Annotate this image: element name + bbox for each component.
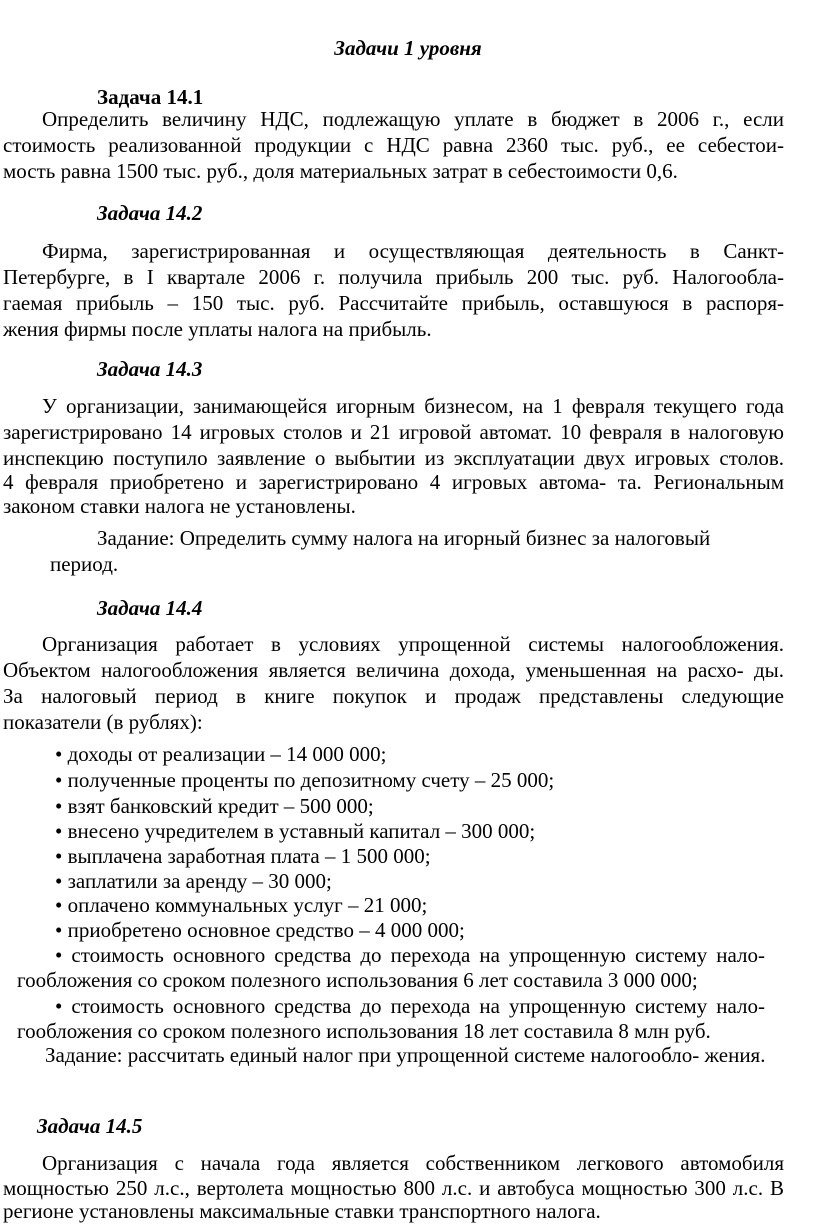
paragraph-line: жения фирмы после уплаты налога на прибыль. (3, 317, 432, 341)
paragraph-line: 4 февраля приобретено и зарегистрировано 4 игровых автома- та. Региональным (3, 470, 784, 494)
paragraph-line: Определить величину НДС, подлежащую уплате в бюджет в 2006 г., если (42, 107, 784, 131)
task-title: Задача 14.5 (37, 1114, 143, 1138)
task-title: Задача 14.2 (97, 201, 203, 225)
paragraph-line: законом ставки налога не установлены. (3, 494, 356, 518)
list-item: • взят банковский кредит – 500 000; (55, 794, 374, 818)
list-item: • выплачена заработная плата – 1 500 000; (55, 844, 431, 868)
list-item: • заплатили за аренду – 30 000; (55, 869, 332, 893)
list-item: • оплачено коммунальных услуг – 21 000; (55, 893, 428, 917)
list-item: • стоимость основного средства до перехода на упрощенную систему нало- (55, 943, 765, 967)
paragraph-line: За налоговый период в книге покупок и продаж представлены следующие (3, 684, 784, 708)
paragraph-line: инспекцию поступило заявление о выбытии из эксплуатации двух игровых столов. (3, 446, 784, 470)
paragraph-line: Организация с начала года является собственником легкового автомобиля (42, 1151, 784, 1175)
paragraph-line: регионе установлены максимальные ставки транспортного налога. (3, 1199, 601, 1223)
paragraph-line: У организации, занимающейся игорным бизнесом, на 1 февраля текущего года (42, 394, 784, 418)
list-item: • доходы от реализации – 14 000 000; (55, 742, 387, 766)
paragraph-line: зарегистрировано 14 игровых столов и 21 игровой автомат. 10 февраля в налоговую (3, 420, 784, 444)
assignment-line: Задание: Определить сумму налога на игорный бизнес за налоговый (97, 526, 711, 550)
assignment-line: период. (50, 552, 119, 576)
list-item: • полученные проценты по депозитному счету – 25 000; (55, 768, 555, 792)
paragraph-line: показатели (в рублях): (3, 710, 203, 734)
paragraph-line: мощностью 250 л.с., вертолета мощностью 800 л.с. и автобуса мощностью 300 л.с. В (3, 1176, 784, 1200)
paragraph-line: Петербурге, в I квартале 2006 г. получила прибыль 200 тыс. руб. Налогообла- (3, 265, 784, 289)
paragraph-line: Организация работает в условиях упрощенной системы налогообложения. (42, 632, 784, 656)
paragraph-line: гаемая прибыль – 150 тыс. руб. Рассчитайте прибыль, оставшуюся в распоря- (3, 291, 784, 315)
list-item: • внесено учредителем в уставный капитал – 300 000; (55, 819, 536, 843)
list-item-continuation: гообложения со сроком полезного использования 18 лет составила 8 млн руб. (17, 1019, 711, 1043)
paragraph-line: Фирма, зарегистрированная и осуществляющая деятельность в Санкт- (42, 239, 784, 263)
assignment-line: Задание: рассчитать единый налог при упрощенной системе налогообло- жения. (45, 1043, 766, 1067)
task-title: Задача 14.4 (97, 596, 203, 620)
list-item: • стоимость основного средства до перехода на упрощенную систему нало- (55, 994, 765, 1018)
paragraph-line: мость равна 1500 тыс. руб., доля материальных затрат в себестоимости 0,6. (3, 159, 678, 183)
list-item-continuation: гообложения со сроком полезного использования 6 лет составила 3 000 000; (17, 968, 698, 992)
task-title: Задача 14.3 (97, 357, 203, 381)
paragraph-line: стоимость реализованной продукции с НДС равна 2360 тыс. руб., ее себестои- (3, 133, 784, 157)
list-item: • приобретено основное средство – 4 000 000; (55, 918, 465, 942)
section-title: Задачи 1 уровня (334, 36, 482, 60)
paragraph-line: Объектом налогообложения является величина дохода, уменьшенная на расхо- ды. (3, 658, 784, 682)
task-title: Задача 14.1 (97, 85, 204, 109)
